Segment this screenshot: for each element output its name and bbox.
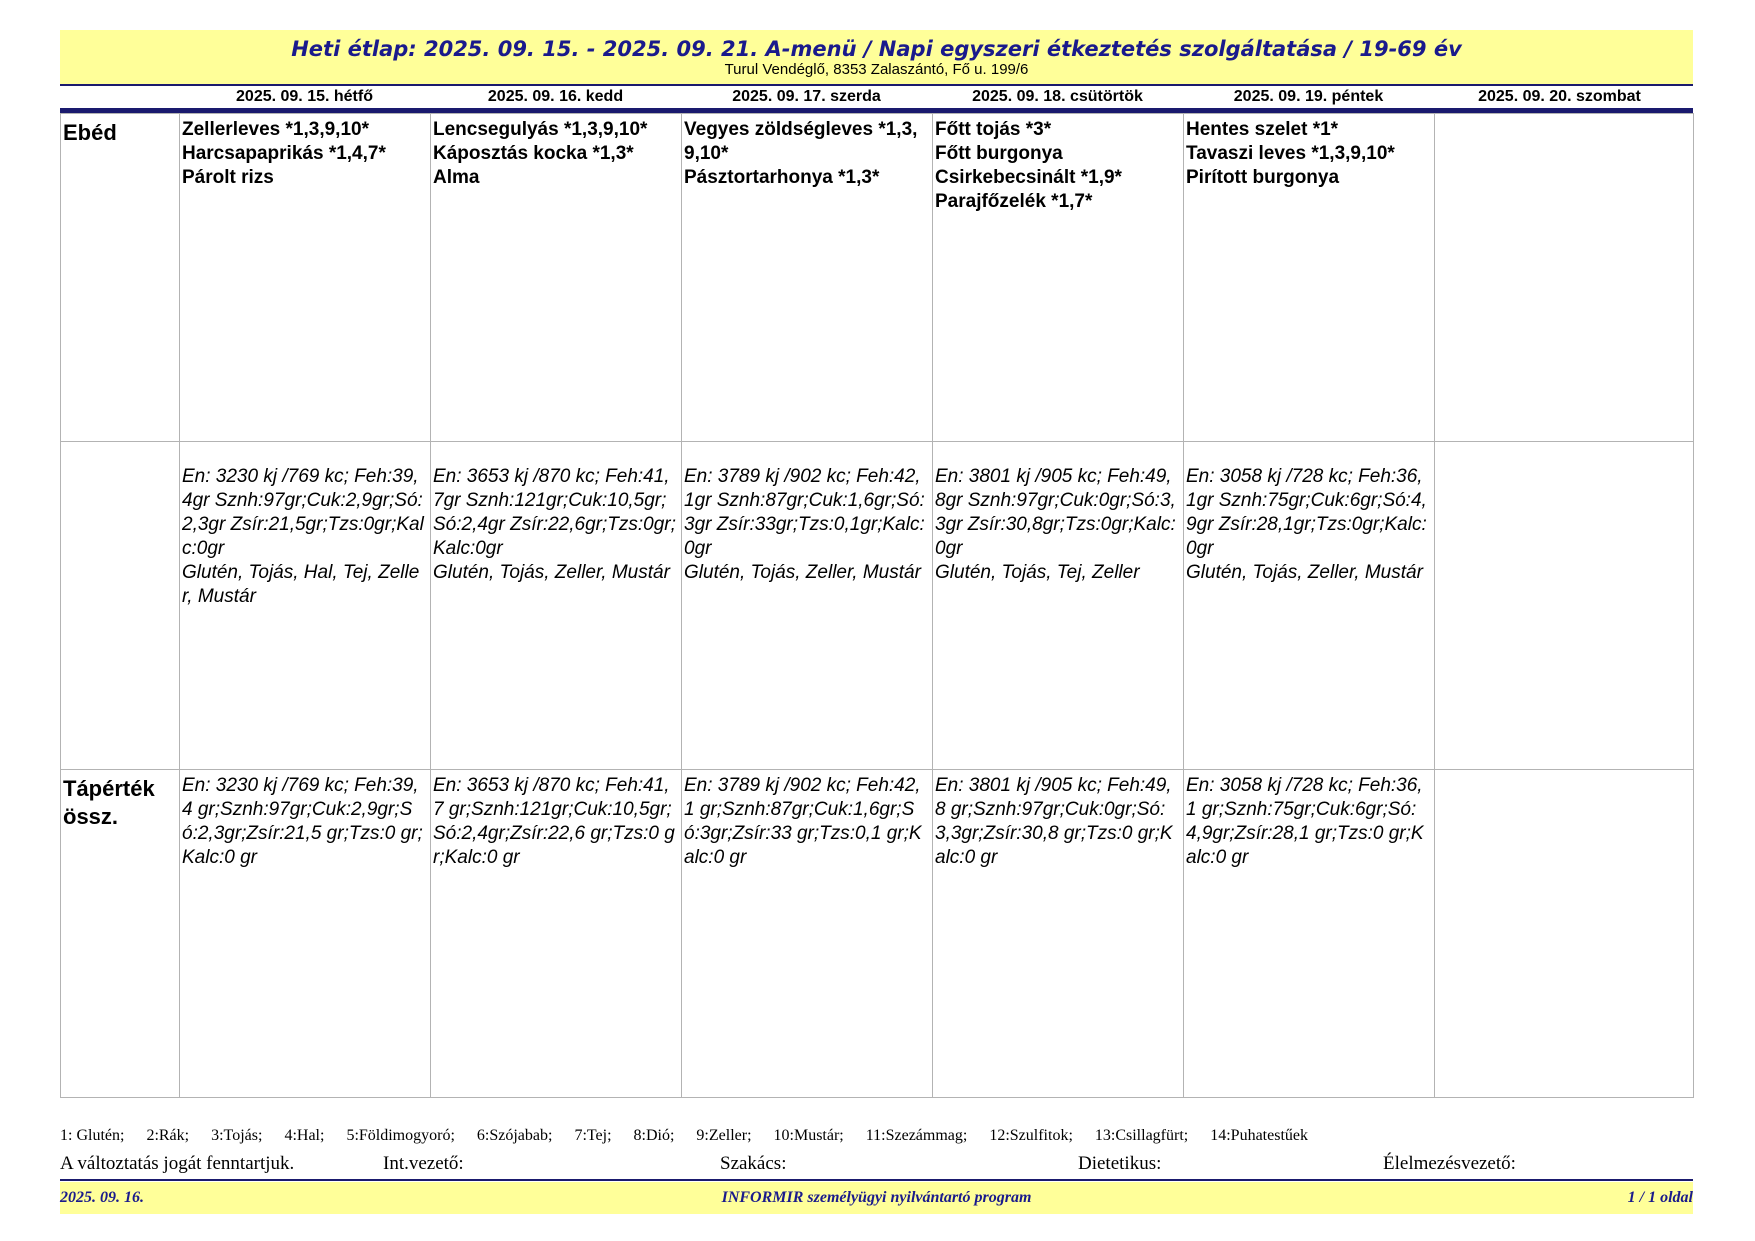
dish-item: Harcsapaprikás *1,4,7* xyxy=(182,143,386,164)
legend-item: 6:Szójabab; xyxy=(476,1127,553,1144)
summary-text: En: 3801 kj /905 kc; Feh:49,8 gr;Sznh:97gr;Cuk:0gr;Só:3,3gr;Zsír:30,8 gr;Tzs:0 gr;Kalc:0 gr xyxy=(935,775,1173,868)
allergen-text: Glutén, Tojás, Zeller, Mustár xyxy=(684,562,921,583)
legend-item: 14:Puhatestűek xyxy=(1210,1127,1308,1144)
summary-cell xyxy=(180,770,431,1098)
allergen-legend xyxy=(60,1127,1693,1145)
dishes-cell xyxy=(431,114,682,442)
allergen-text: Glutén, Tojás, Zeller, Mustár xyxy=(1186,562,1423,583)
row-label-lunch: Ebéd xyxy=(61,114,180,442)
nutrition-cell xyxy=(1435,442,1694,770)
day-header-thursday: 2025. 09. 18. csütörtök xyxy=(972,88,1143,105)
dish-item: Pirított burgonya xyxy=(1186,167,1340,188)
day-header-friday: 2025. 09. 19. péntek xyxy=(1233,88,1384,105)
legend-item: 3:Tojás; xyxy=(211,1127,263,1144)
lunch-dishes-row xyxy=(61,114,1694,442)
legend-item: 7:Tej; xyxy=(574,1127,612,1144)
summary-cell xyxy=(431,770,682,1098)
dish-item: Párolt rizs xyxy=(182,167,274,188)
day-header-tuesday: 2025. 09. 16. kedd xyxy=(487,88,624,105)
summary-cell xyxy=(1184,770,1435,1098)
legend-item: 8:Dió; xyxy=(633,1127,675,1144)
day-header-saturday: 2025. 09. 20. szombat xyxy=(1478,88,1641,105)
allergen-text: Glutén, Tojás, Hal, Tej, Zeller, Mustár xyxy=(182,562,420,607)
dishes-cell xyxy=(933,114,1184,442)
legend-item: 9:Zeller; xyxy=(696,1127,752,1144)
nutrition-text: En: 3058 kj /728 kc; Feh:36,1gr Sznh:75gr;Cuk:6gr;Só:4,9gr Zsír:28,1gr;Tzs:0gr;Kalc:0gr xyxy=(1186,466,1427,559)
dish-item: Hentes szelet *1* xyxy=(1186,119,1339,140)
row-label-summary: Tápérték össz. xyxy=(61,770,180,1098)
summary-cell xyxy=(1435,770,1694,1098)
institution-head-label: Int.vezető: xyxy=(383,1153,464,1174)
legend-item: 5:Földimogyoró; xyxy=(346,1127,455,1144)
lunch-nutrition-row xyxy=(61,442,1694,770)
restaurant-address: Turul Vendéglő, 8353 Zalaszántó, Fő u. 199/6 xyxy=(724,61,1029,78)
page-footer xyxy=(60,1182,1693,1214)
dishes-cell xyxy=(1435,114,1694,442)
day-header-row xyxy=(60,86,1693,108)
footer-divider xyxy=(60,1179,1693,1181)
dish-item: Alma xyxy=(433,167,480,188)
change-notice: A változtatás jogát fenntartjuk. xyxy=(60,1153,295,1174)
summary-text: En: 3653 kj /870 kc; Feh:41,7 gr;Sznh:121gr;Cuk:10,5gr;Só:2,4gr;Zsír:22,6 gr;Tzs:0 gr;Kalc:0 gr xyxy=(433,775,675,868)
nutrition-cell xyxy=(180,442,431,770)
dish-item: Tavaszi leves *1,3,9,10* xyxy=(1186,143,1395,164)
nutrition-cell xyxy=(431,442,682,770)
menu-title: Heti étlap: 2025. 09. 15. - 2025. 09. 21. A-menü / Napi egyszeri étkeztetés szolgáltatása / 19-69 év xyxy=(291,37,1462,61)
summary-text: En: 3058 kj /728 kc; Feh:36,1 gr;Sznh:75gr;Cuk:6gr;Só:4,9gr;Zsír:28,1 gr;Tzs:0 gr;Kalc:0 gr xyxy=(1186,775,1424,868)
dishes-cell xyxy=(180,114,431,442)
catering-manager-label: Élelmezésvezető: xyxy=(1383,1153,1516,1174)
dish-item: Pásztortarhonya *1,3* xyxy=(684,167,880,188)
nutrition-cell xyxy=(682,442,933,770)
nutrition-text: En: 3653 kj /870 kc; Feh:41,7gr Sznh:121gr;Cuk:10,5gr;Só:2,4gr Zsír:22,6gr;Tzs:0gr;Kalc:0gr xyxy=(433,466,676,559)
legend-item: 13:Csillagfürt; xyxy=(1094,1127,1189,1144)
summary-cell xyxy=(933,770,1184,1098)
footer-page-number: 1 / 1 oldal xyxy=(1627,1189,1693,1206)
legend-item: 10:Mustár; xyxy=(773,1127,844,1144)
legend-item: 12:Szulfitok; xyxy=(989,1127,1073,1144)
dish-item: Csirkebecsinált *1,9* xyxy=(935,167,1122,188)
summary-text: En: 3230 kj /769 kc; Feh:39,4 gr;Sznh:97gr;Cuk:2,9gr;Só:2,3gr;Zsír:21,5 gr;Tzs:0 gr;Kalc:0 gr xyxy=(182,775,423,868)
dietitian-label: Dietetikus: xyxy=(1078,1153,1162,1174)
allergen-text: Glutén, Tojás, Zeller, Mustár xyxy=(433,562,670,583)
legend-item: 2:Rák; xyxy=(146,1127,190,1144)
dish-item: Parajfőzelék *1,7* xyxy=(935,191,1093,212)
signature-line xyxy=(60,1153,1693,1177)
legend-item: 11:Szezámmag; xyxy=(865,1127,968,1144)
menu-header xyxy=(60,30,1693,84)
nutrition-text: En: 3789 kj /902 kc; Feh:42,1gr Sznh:87gr;Cuk:1,6gr;Só:3gr Zsír:33gr;Tzs:0,1gr;Kalc:0gr xyxy=(684,466,925,559)
legend-item: 4:Hal; xyxy=(284,1127,325,1144)
footer-program: INFORMIR személyügyi nyilvántartó program xyxy=(721,1189,1032,1206)
dish-item: Lencsegulyás *1,3,9,10* xyxy=(433,119,648,140)
allergen-text: Glutén, Tojás, Tej, Zeller xyxy=(935,562,1140,583)
day-header-monday: 2025. 09. 15. hétfő xyxy=(236,88,373,105)
nutrition-cell xyxy=(1184,442,1435,770)
dishes-cell xyxy=(1184,114,1435,442)
summary-row xyxy=(61,770,1694,1098)
day-header-wednesday: 2025. 09. 17. szerda xyxy=(732,88,881,105)
summary-cell xyxy=(682,770,933,1098)
dish-item: Zellerleves *1,3,9,10* xyxy=(182,119,369,140)
dish-item: Vegyes zöldségleves *1,3,9,10* xyxy=(684,119,918,164)
footer-date: 2025. 09. 16. xyxy=(60,1189,144,1206)
chef-label: Szakács: xyxy=(720,1153,787,1174)
menu-table xyxy=(60,113,1694,1098)
nutrition-text: En: 3230 kj /769 kc; Feh:39,4gr Sznh:97gr;Cuk:2,9gr;Só:2,3gr Zsír:21,5gr;Tzs:0gr;Kalc:0gr xyxy=(182,466,424,559)
dish-item: Káposztás kocka *1,3* xyxy=(433,143,634,164)
dishes-cell xyxy=(682,114,933,442)
summary-text: En: 3789 kj /902 kc; Feh:42,1 gr;Sznh:87gr;Cuk:1,6gr;Só:3gr;Zsír:33 gr;Tzs:0,1 gr;Kalc:0 gr xyxy=(684,775,922,868)
dish-item: Főtt tojás *3* xyxy=(935,119,1052,140)
nutrition-text: En: 3801 kj /905 kc; Feh:49,8gr Sznh:97gr;Cuk:0gr;Só:3,3gr Zsír:30,8gr;Tzs:0gr;Kalc:0gr xyxy=(935,466,1176,559)
nutrition-cell xyxy=(933,442,1184,770)
menu-page xyxy=(60,30,1693,1098)
legend-item: 1: Glutén; xyxy=(60,1127,125,1144)
dish-item: Főtt burgonya xyxy=(935,143,1063,164)
